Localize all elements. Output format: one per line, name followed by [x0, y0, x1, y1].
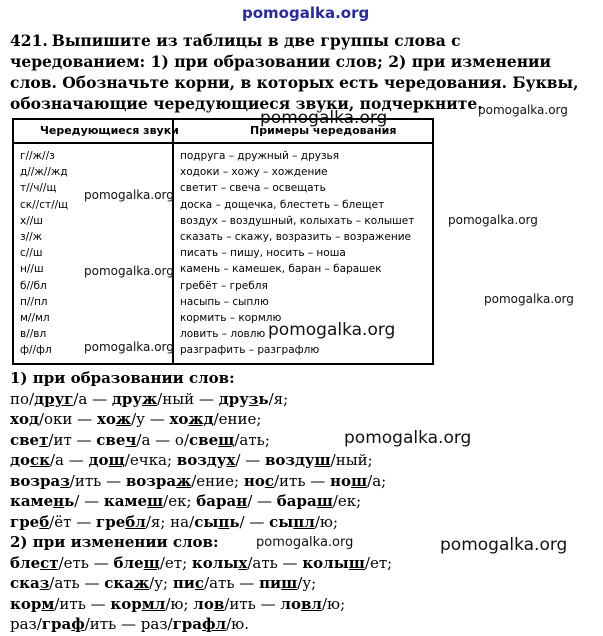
- header-sounds: Чередующиеся звуки: [40, 124, 179, 137]
- word-part-marked: кор: [10, 594, 42, 613]
- word-part: /ение;: [191, 471, 244, 490]
- table-cell-examples: светит – свеча – освещать: [180, 182, 326, 195]
- word-part-marked: ь: [64, 492, 75, 510]
- answer-line: [10, 594, 600, 615]
- word-part: /ит —: [48, 430, 97, 449]
- answer-section: [10, 368, 600, 635]
- watermark: pomogalka.org: [242, 4, 370, 22]
- word-part-marked: ска: [104, 574, 134, 592]
- task-number: 421.: [10, 31, 48, 50]
- word-part-marked: ж: [115, 410, 132, 428]
- word-part-marked: с: [194, 574, 205, 592]
- word-part: /ю;: [165, 594, 194, 613]
- table-cell-sounds: т//ч//щ: [20, 182, 57, 195]
- watermark: pomogalka.org: [484, 292, 574, 306]
- word-part-marked: жд: [188, 410, 214, 428]
- word-part-marked: хо: [169, 410, 189, 428]
- word-part-marked: ш: [281, 574, 298, 592]
- answer-line: [10, 430, 600, 451]
- heading-group2: 2) при изменении слов:: [10, 533, 219, 551]
- table-cell-examples: сказать – скажу, возразить – возражение: [180, 231, 411, 243]
- table-cell-sounds: ф//фл: [20, 344, 52, 357]
- word-part: /а —: [49, 451, 89, 469]
- watermark: pomogalka.org: [448, 213, 538, 227]
- table-cell-sounds: н//ш: [20, 263, 44, 276]
- word-part: /ет;: [159, 553, 192, 572]
- word-part-marked: возра: [125, 471, 177, 490]
- word-part: /ёт —: [49, 512, 97, 531]
- word-part-marked: б: [39, 512, 50, 531]
- word-part-marked: ч: [125, 430, 137, 449]
- word-part-marked: сы: [194, 512, 219, 531]
- word-part: /я;: [268, 389, 289, 408]
- word-part: /ет;: [364, 553, 393, 572]
- table-cell-sounds: в//вл: [20, 328, 47, 341]
- word-part: /ить —: [54, 594, 111, 613]
- answer-line: [10, 491, 600, 512]
- word-part-marked: каме: [103, 492, 148, 510]
- table-cell-examples: гребёт – гребля: [180, 279, 268, 292]
- word-part-marked: х: [226, 451, 236, 469]
- answer-line: [10, 409, 600, 430]
- table-cell-sounds: з//ж: [20, 231, 43, 243]
- table-header: [14, 120, 432, 144]
- word-part-marked: бара: [276, 492, 317, 510]
- word-part: /а;: [367, 471, 387, 490]
- table-cell-examples: подруга – дружный – друзья: [180, 150, 340, 162]
- word-part: /ечка;: [124, 451, 177, 469]
- word-part-marked: возду: [264, 451, 315, 469]
- watermark: pomogalka.org: [268, 320, 396, 340]
- word-part-marked: ш: [351, 471, 368, 490]
- word-part-marked: з: [39, 574, 50, 592]
- word-part-marked: ш: [147, 492, 164, 510]
- table-cell-sounds: д//ж//жд: [20, 166, 68, 179]
- word-part-marked: возра: [10, 471, 61, 490]
- word-part: /ить —: [224, 594, 281, 613]
- word-part-marked: ск: [30, 451, 50, 469]
- table-cell-examples: доска – дощечка, блестеть – блещет: [180, 198, 385, 211]
- table-cell-sounds: п//пл: [20, 295, 48, 308]
- word-part-marked: дру: [111, 389, 143, 408]
- word-part-marked: гра: [41, 615, 72, 633]
- header-examples: Примеры чередования: [250, 124, 397, 137]
- task-text: [10, 30, 595, 114]
- word-part-marked: щ: [143, 553, 160, 572]
- word-part: /у;: [297, 574, 317, 592]
- word-part-marked: м: [41, 594, 55, 613]
- word-part-marked: бара: [196, 492, 237, 510]
- word-part: /ить — раз/: [84, 615, 173, 633]
- word-part-marked: фл: [201, 615, 227, 633]
- word-part: /ать —: [204, 574, 260, 592]
- word-part: /ю.: [226, 615, 249, 633]
- table-cell-sounds: б//бл: [20, 279, 47, 292]
- word-part-marked: ь: [258, 389, 269, 408]
- word-part-marked: с: [264, 471, 274, 490]
- word-part: /у;: [149, 574, 173, 592]
- word-part: /ек;: [163, 492, 197, 510]
- word-part: /ек;: [332, 492, 362, 510]
- word-part-marked: хо: [10, 410, 29, 428]
- word-part-marked: н: [53, 492, 65, 510]
- word-part-marked: гра: [172, 615, 202, 633]
- word-part: /ить —: [69, 471, 126, 490]
- word-part-marked: вл: [300, 594, 322, 613]
- group2-lines: [10, 553, 600, 635]
- word-part-marked: бле: [113, 553, 144, 572]
- word-part-marked: хо: [96, 410, 116, 428]
- word-part: /ный —: [157, 389, 219, 408]
- word-part: / —: [239, 512, 270, 531]
- word-part-marked: колы: [302, 553, 349, 572]
- table-cell-examples: ловить – ловлю: [180, 328, 266, 341]
- word-part-marked: све: [96, 430, 126, 449]
- word-part-marked: возду: [176, 451, 227, 469]
- word-part-marked: з: [248, 389, 259, 408]
- word-part-marked: ь: [229, 512, 240, 531]
- word-part: / —: [74, 492, 104, 510]
- table-cell-examples: кормить – кормлю: [180, 312, 282, 324]
- word-part: /а —: [73, 389, 112, 408]
- word-part-marked: бле: [10, 553, 41, 572]
- table-cell-examples: писать – пишу, носить – ноша: [180, 247, 346, 260]
- watermark: pomogalka.org: [260, 108, 388, 128]
- watermark: pomogalka.org: [478, 103, 568, 117]
- word-part-marked: до: [88, 451, 109, 469]
- word-part: / —: [235, 451, 265, 469]
- answer-line: [10, 614, 600, 635]
- word-part-marked: гре: [10, 512, 40, 531]
- word-part-marked: све: [10, 430, 40, 449]
- word-part: /ить —: [273, 471, 331, 490]
- heading-group1: 1) при образовании слов:: [10, 369, 235, 387]
- word-part: /у —: [131, 410, 170, 428]
- watermark: pomogalka.org: [440, 535, 568, 555]
- word-part-marked: бл: [125, 512, 146, 531]
- word-part: по/: [10, 389, 35, 408]
- table-cell-sounds: ск//ст//щ: [20, 198, 69, 211]
- word-part: /ю;: [321, 594, 346, 613]
- answer-line: [10, 573, 600, 594]
- word-part-marked: ш: [316, 492, 333, 510]
- word-part-marked: ст: [40, 553, 59, 572]
- answer-line: [10, 389, 600, 410]
- word-part: /ю;: [314, 512, 339, 531]
- column-divider: [172, 120, 174, 363]
- word-part-marked: ж: [176, 471, 192, 490]
- word-part: /ать —: [247, 553, 303, 572]
- word-part: /а — о/: [136, 430, 190, 449]
- word-part: /я; на/: [145, 512, 195, 531]
- word-part-marked: дру: [218, 389, 249, 408]
- table-cell-examples: ходоки – хожу – хождение: [180, 166, 328, 179]
- word-part-marked: з: [60, 471, 70, 490]
- word-part-marked: пи: [172, 574, 195, 592]
- word-part-marked: сы: [269, 512, 294, 531]
- watermark: pomogalka.org: [256, 535, 354, 550]
- table-cell-examples: насыпь – сыплю: [180, 295, 269, 308]
- word-part-marked: друг: [34, 389, 74, 408]
- word-part: раз/: [10, 615, 42, 633]
- group1-lines: [10, 389, 600, 533]
- word-part-marked: до: [10, 451, 31, 469]
- table-cell-sounds: х//ш: [20, 214, 43, 227]
- watermark: pomogalka.org: [344, 428, 472, 448]
- table-cell-examples: камень – камешек, баран – барашек: [180, 263, 382, 276]
- word-part-marked: пи: [259, 574, 282, 592]
- word-part-marked: но: [243, 471, 265, 490]
- word-part: /ать;: [234, 430, 270, 449]
- word-part: / —: [247, 492, 277, 510]
- word-part-marked: ло: [193, 594, 214, 613]
- word-part-marked: пл: [293, 512, 315, 531]
- word-part-marked: ш: [348, 553, 365, 572]
- table-cell-sounds: с//ш: [20, 247, 43, 260]
- word-part-marked: кор: [110, 594, 142, 613]
- answer-line: [10, 553, 600, 574]
- answer-line: [10, 450, 600, 471]
- word-part-marked: ж: [142, 389, 158, 408]
- watermark: pomogalka.org: [84, 264, 174, 278]
- word-part-marked: ло: [280, 594, 301, 613]
- word-part-marked: каме: [10, 492, 54, 510]
- word-part: /ный;: [330, 451, 373, 469]
- word-part: /ать —: [49, 574, 105, 592]
- word-part-marked: в: [213, 594, 225, 613]
- word-part-marked: ж: [133, 574, 150, 592]
- word-part-marked: н: [236, 492, 248, 510]
- word-part: /ение;: [213, 410, 262, 428]
- word-part-marked: п: [218, 512, 230, 531]
- word-part-marked: гре: [96, 512, 126, 531]
- table-cell-sounds: г//ж//з: [20, 150, 55, 162]
- table-cell-examples: разграфить – разграфлю: [180, 344, 320, 357]
- word-part: /еть —: [58, 553, 114, 572]
- watermark: pomogalka.org: [84, 188, 174, 202]
- table-cell-sounds: м//мл: [20, 312, 50, 324]
- answer-line: [10, 512, 600, 533]
- word-part-marked: д: [28, 410, 39, 428]
- word-part-marked: колы: [191, 553, 239, 572]
- word-part-marked: све: [189, 430, 219, 449]
- word-part-marked: но: [330, 471, 352, 490]
- word-part-marked: ф: [71, 615, 85, 633]
- word-part-marked: щ: [108, 451, 125, 469]
- word-part-marked: т: [39, 430, 49, 449]
- word-part-marked: ш: [314, 451, 331, 469]
- table-cell-examples: воздух – воздушный, колыхать – колышет: [180, 214, 415, 227]
- word-part-marked: мл: [141, 594, 166, 613]
- word-part-marked: щ: [218, 430, 235, 449]
- word-part-marked: ска: [10, 574, 40, 592]
- task-instruction: Выпишите из таблицы в две группы слова с чередованием: 1) при образовании слов; 2) при изменении слов. Обозначьте корни, в которых есть чередования. Буквы, обозначающие чередующиеся звуки, подчеркните.: [10, 31, 579, 113]
- answer-line: [10, 471, 600, 492]
- watermark: pomogalka.org: [84, 340, 174, 354]
- word-part: /оки —: [38, 410, 97, 428]
- word-part-marked: х: [238, 553, 248, 572]
